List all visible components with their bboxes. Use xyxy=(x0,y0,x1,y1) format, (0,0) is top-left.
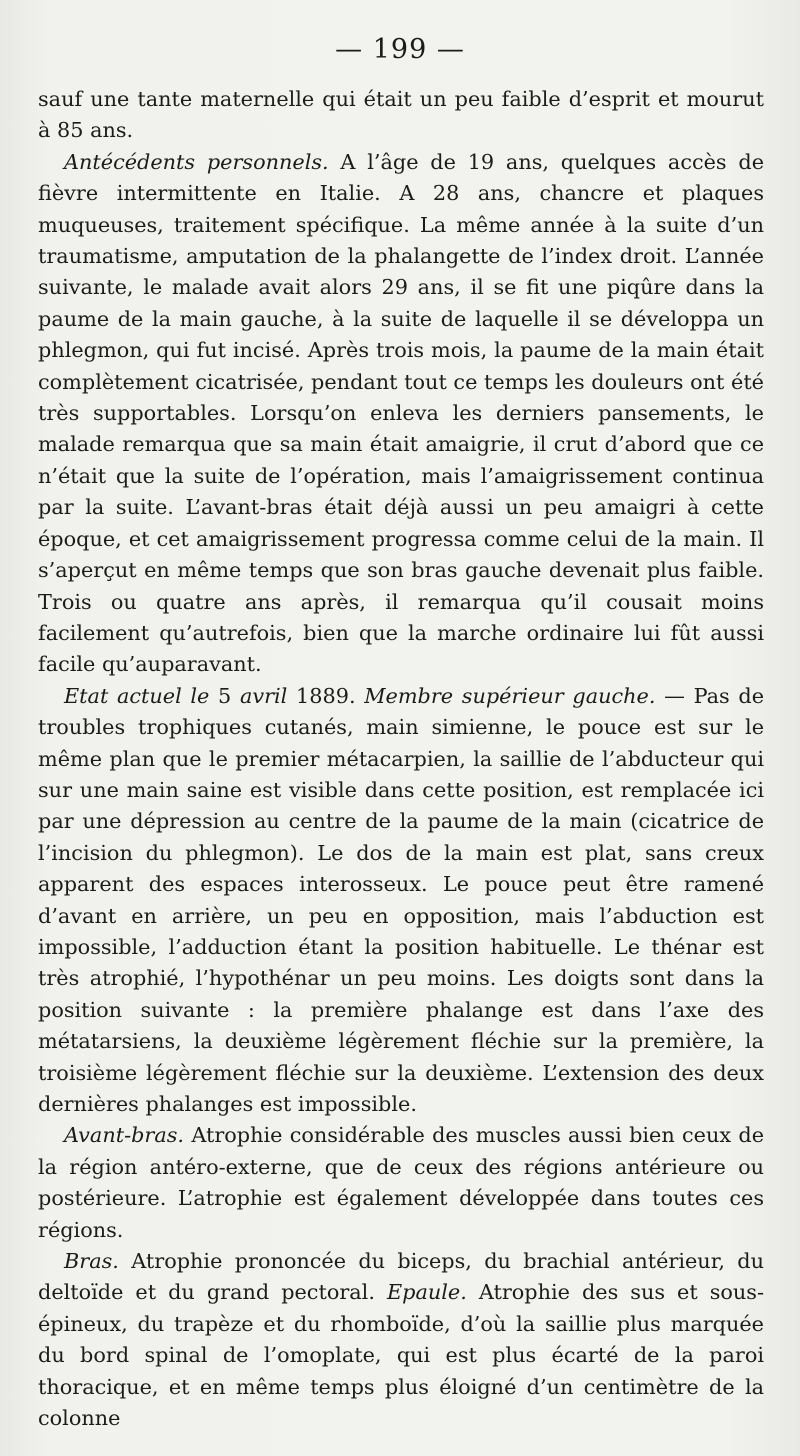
text-run: — Pas de troubles trophiques cutanés, main simienne, le pouce est sur le même plan que le premier métacarpien, la saillie de l’abducteur qui sur une main saine est visible dans cette position, est remplacée ici par une dépression au centre de la paume de la main (cicatrice de l’incision du phlegmon). Le dos de la main est plat, sans creux apparent des espaces interosseux. Le pouce peut être ramené d’avant en arrière, un peu en opposition, mais l’abduction est impossible, l’adduction étant la position habituelle. Le thénar est très atrophié, l’hypothénar un peu moins. Les doigts sont dans la position suivante : la première phalange est dans l’axe des métatarsiens, la deuxième légèrement fléchie sur la première, la troisième légèrement fléchie sur la deuxième. L’extension des deux dernières phalanges est impossible. xyxy=(38,683,765,1116)
italic-run: Avant-bras. xyxy=(64,1123,185,1148)
italic-run: Epaule. xyxy=(386,1280,467,1305)
italic-run: Bras. xyxy=(64,1249,119,1274)
text-run: Atrophie des sus et sous-épineux, du trapèze et du rhomboïde, d’où la saillie plus marquée du bord spinal de l’omoplate, qui est plus écarté de la paroi thoracique, et en même temps plus éloigné d’un centimètre de la colonne xyxy=(38,1280,764,1431)
text-run: 1889. xyxy=(287,683,365,708)
paragraph xyxy=(38,1120,764,1246)
paragraph xyxy=(38,84,764,147)
paragraph xyxy=(38,681,764,1121)
paragraph xyxy=(38,1246,764,1434)
italic-run: Etat actuel le xyxy=(64,683,210,708)
paragraph xyxy=(38,147,764,681)
page-number: — 199 — xyxy=(335,34,465,65)
italic-run: Membre supérieur gauche. xyxy=(364,683,656,708)
body-text xyxy=(38,84,764,1434)
text-run: Atrophie prononcée du biceps, du brachial antérieur, du deltoïde et du grand pectoral. xyxy=(38,1249,764,1305)
text-run: Atrophie considérable des muscles aussi bien ceux de la région antéro-externe, que de ceux des régions antérieure ou postérieure. L’atrophie est également développée dans toutes ces régions. xyxy=(38,1123,764,1242)
text-run: 5 xyxy=(209,683,240,708)
text-run: A l’âge de 19 ans, quelques accès de fièvre intermittente en Italie. A 28 ans, chancre et plaques muqueuses, traitement spécifique. La même année à la suite d’un traumatisme, amputation de la phalangette de l’index droit. L’année suivante, le malade avait alors 29 ans, il se fit une piqûre dans la paume de la main gauche, à la suite de laquelle il se développa un phlegmon, qui fut incisé. Après trois mois, la paume de la main était complètement cicatrisée, pendant tout ce temps les douleurs ont été très supportables. Lorsqu’on enleva les derniers pansements, le malade remarqua que sa main était amaigrie, il crut d’abord que ce n’était que la suite de l’opération, mais l’amaigrissement continua par la suite. L’avant-bras était déjà aussi un peu amaigri à cette époque, et cet amaigrissement progressa comme celui de la main. Il s’aperçut en même temps que son bras gauche devenait plus faible. Trois ou quatre ans après, il remarqua qu’il cousait moins facilement qu’autrefois, bien que la marche ordinaire lui fût aussi facile qu’auparavant. xyxy=(38,149,764,677)
italic-run: Antécédents personnels. xyxy=(64,149,329,174)
italic-run: avril xyxy=(239,683,288,708)
text-run: sauf une tante maternelle qui était un peu faible d’esprit et mourut à 85 ans. xyxy=(38,87,764,143)
